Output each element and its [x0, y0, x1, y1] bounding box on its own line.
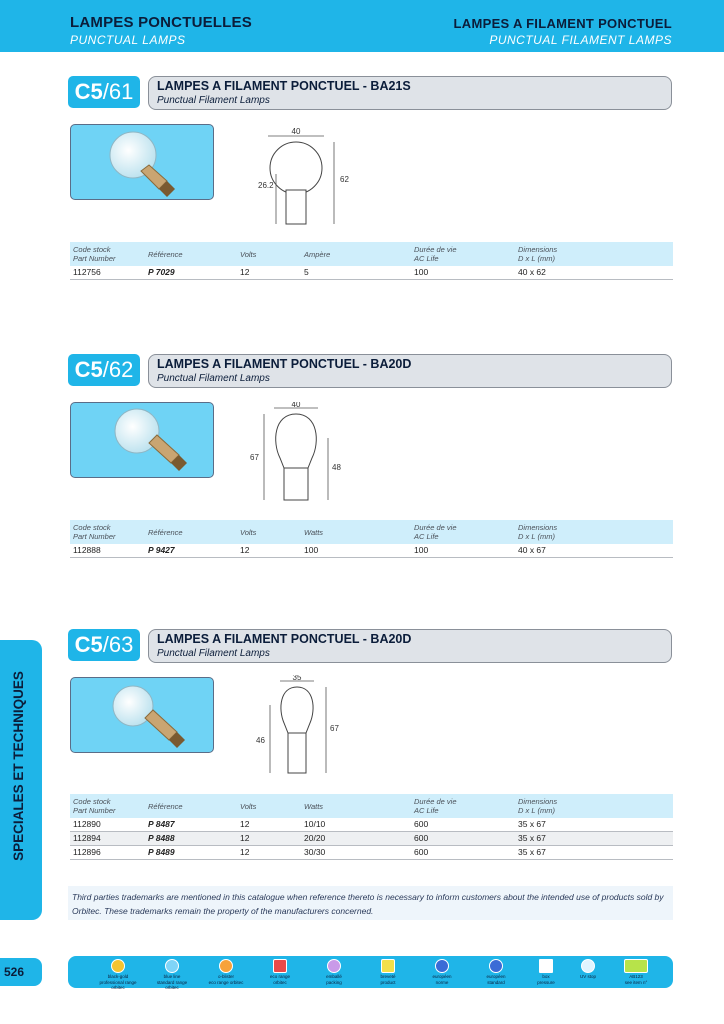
cell-code: 112896 — [73, 847, 101, 857]
cell-code: 112890 — [73, 819, 101, 829]
black-gold-icon — [98, 959, 138, 990]
european-icon — [422, 959, 462, 986]
code-sub: /62 — [102, 357, 134, 382]
section-title: LAMPES A FILAMENT PONCTUEL - BA21S — [157, 79, 411, 93]
sidebar-title: SPECIALES ET TECHNIQUES — [11, 671, 26, 861]
col-reference: Référence — [148, 528, 183, 537]
blue-line-icon — [152, 959, 192, 990]
cell-value: 5 — [304, 267, 309, 277]
header-right-title: LAMPES A FILAMENT PONCTUEL — [453, 16, 672, 31]
cell-value: 30/30 — [304, 847, 326, 857]
spec-table — [70, 794, 673, 860]
cell-value: 20/20 — [304, 833, 326, 843]
section-code-badge — [68, 76, 140, 108]
legend-sublabel: see item n° — [624, 980, 648, 985]
section-title-box — [148, 629, 672, 663]
cell-ref: P 9427 — [148, 545, 175, 555]
sidebar-subtitle: SPECIAL LAMPS — [42, 718, 56, 814]
table-header — [70, 242, 673, 266]
orbitec-icon — [206, 959, 246, 986]
dim-width-label: 40 — [291, 402, 301, 409]
legend-label: black-gold — [107, 974, 129, 979]
lamp-diagram — [248, 402, 358, 506]
table-header — [70, 520, 673, 544]
cell-ref: P 7029 — [148, 267, 175, 277]
lamp-photo — [70, 124, 214, 200]
legend-sublabel: standard range orbitec — [156, 980, 188, 990]
cell-volts: 12 — [240, 847, 250, 857]
legend-label: européen — [486, 974, 506, 979]
col-dimensions: Dimensions — [518, 245, 558, 254]
section-title-box — [148, 354, 672, 388]
dim-width-label: 40 — [291, 128, 301, 136]
section-title-row — [68, 76, 673, 110]
cell-dim: 35 x 67 — [518, 833, 546, 843]
col-ac-life: AC Life — [414, 254, 439, 263]
legend-sublabel: orbitec — [273, 980, 287, 985]
cell-ref: P 8489 — [148, 847, 175, 857]
header-right-subtitle: PUNCTUAL FILAMENT LAMPS — [489, 33, 672, 47]
cell-dim: 40 x 62 — [518, 267, 546, 277]
col-dimensions-unit: D x L (mm) — [518, 532, 555, 541]
dim-base-label: 48 — [332, 463, 341, 472]
table-row — [70, 266, 673, 280]
spec-table — [70, 520, 673, 558]
lamp-photo — [70, 402, 214, 478]
disclaimer-text: Third parties trademarks are mentioned in this catalogue when reference thereto is necessary to inform customers about the intended use of products sold by Orbitec. These trademarks remain the property of the manufacturers concerned. — [72, 892, 664, 916]
legend-sublabel: packing — [326, 980, 342, 985]
legend-label: UV stop — [579, 974, 596, 979]
col-value: Watts — [304, 802, 324, 811]
blister-icon — [314, 959, 354, 986]
section-subtitle: Punctual Filament Lamps — [157, 373, 270, 384]
col-dimensions-unit: D x L (mm) — [518, 806, 555, 815]
table-row — [70, 544, 673, 558]
section-title: LAMPES A FILAMENT PONCTUEL - BA20D — [157, 357, 412, 371]
legend-sublabel: product — [380, 980, 396, 985]
cell-life: 600 — [414, 819, 429, 829]
cell-code: 112894 — [73, 833, 101, 843]
legend-label: breveté — [380, 974, 396, 979]
legend-label: européen — [432, 974, 452, 979]
section-c5-63 — [68, 629, 673, 869]
footer-legend — [68, 956, 673, 988]
legend-sublabel: eco range orbitec — [208, 980, 244, 985]
page-header — [0, 0, 724, 52]
section-title-row — [68, 629, 673, 663]
section-code-badge — [68, 629, 140, 661]
lamp-diagram — [248, 128, 358, 232]
code-main: C5 — [74, 357, 103, 382]
legend-label: blue line — [163, 974, 181, 979]
col-value: Ampère — [304, 250, 331, 259]
cell-ref: P 8487 — [148, 819, 175, 829]
code-sub: /63 — [102, 632, 134, 657]
col-volts: Volts — [240, 802, 257, 811]
standard-icon — [476, 959, 516, 986]
dim-width-label: 35 — [292, 675, 302, 682]
cell-volts: 12 — [240, 545, 250, 555]
cell-volts: 12 — [240, 833, 250, 843]
col-volts: Volts — [240, 250, 257, 259]
col-part-number: Part Number — [73, 806, 116, 815]
col-life: Durée de vie — [414, 523, 457, 532]
table-row — [70, 832, 673, 846]
col-dimensions-unit: D x L (mm) — [518, 254, 555, 263]
col-code-stock: Code stock — [73, 245, 111, 254]
col-life: Durée de vie — [414, 245, 457, 254]
cell-ref: P 8488 — [148, 833, 175, 843]
dim-base-label: 26.2 — [258, 181, 274, 190]
spec-table — [70, 242, 673, 280]
cell-volts: 12 — [240, 819, 250, 829]
col-part-number: Part Number — [73, 254, 116, 263]
cell-code: 112756 — [73, 267, 101, 277]
dim-height-label: 62 — [340, 175, 349, 184]
col-value: Watts — [304, 528, 324, 537]
legend-sublabel: professional range orbitec — [99, 980, 137, 990]
table-row — [70, 846, 673, 860]
cell-dim: 40 x 67 — [518, 545, 546, 555]
section-code-badge — [68, 354, 140, 386]
cell-code: 112888 — [73, 545, 101, 555]
section-title: LAMPES A FILAMENT PONCTUEL - BA20D — [157, 632, 412, 646]
col-volts: Volts — [240, 528, 257, 537]
table-header — [70, 794, 673, 818]
col-part-number: Part Number — [73, 532, 116, 541]
header-left-title: LAMPES PONCTUELLES — [70, 14, 252, 31]
section-title-row — [68, 354, 673, 388]
legend-label: emballé — [326, 974, 342, 979]
cell-life: 100 — [414, 267, 429, 277]
col-ac-life: AC Life — [414, 532, 439, 541]
cell-life: 600 — [414, 847, 429, 857]
legend-sublabel: norme — [435, 980, 449, 985]
uv-stop-icon — [568, 959, 608, 986]
col-reference: Référence — [148, 250, 183, 259]
col-code-stock: Code stock — [73, 523, 111, 532]
page-number: 526 — [0, 958, 42, 986]
lamp-bulb-icon — [71, 403, 213, 477]
col-reference: Référence — [148, 802, 183, 811]
section-c5-62 — [68, 354, 673, 560]
code-sub: /61 — [102, 79, 134, 104]
legend-label: o-blister — [217, 974, 234, 979]
eco-range-icon — [260, 959, 300, 986]
code-main: C5 — [74, 632, 103, 657]
header-left-subtitle: PUNCTUAL LAMPS — [70, 33, 186, 47]
legend-label: AB123 — [629, 974, 643, 979]
trademark-disclaimer — [68, 886, 673, 920]
col-ac-life: AC Life — [414, 806, 439, 815]
cell-dim: 35 x 67 — [518, 847, 546, 857]
col-dimensions: Dimensions — [518, 523, 558, 532]
lamp-photo — [70, 677, 214, 753]
lamp-bulb-icon — [71, 678, 213, 752]
section-c5-61 — [68, 76, 673, 282]
dim-height-label: 67 — [250, 453, 259, 462]
section-title-box — [148, 76, 672, 110]
cell-volts: 12 — [240, 267, 250, 277]
legend-label: eco range — [269, 974, 290, 979]
table-row — [70, 818, 673, 832]
col-life: Durée de vie — [414, 797, 457, 806]
section-subtitle: Punctual Filament Lamps — [157, 648, 270, 659]
code-main: C5 — [74, 79, 103, 104]
legend-sublabel: standard — [487, 980, 505, 985]
brevet-icon — [368, 959, 408, 986]
col-dimensions: Dimensions — [518, 797, 558, 806]
cell-value: 100 — [304, 545, 319, 555]
dim-height-label: 67 — [330, 724, 339, 733]
lamp-diagram — [248, 675, 358, 779]
legend-sublabel: pressure — [537, 980, 555, 985]
cell-life: 100 — [414, 545, 429, 555]
legend-label: box — [542, 974, 550, 979]
col-code-stock: Code stock — [73, 797, 111, 806]
cell-value: 10/10 — [304, 819, 326, 829]
cell-life: 600 — [414, 833, 429, 843]
section-subtitle: Punctual Filament Lamps — [157, 95, 270, 106]
box-icon — [526, 959, 566, 986]
dim-base-label: 46 — [256, 736, 265, 745]
lamp-bulb-icon — [71, 125, 213, 199]
cell-dim: 35 x 67 — [518, 819, 546, 829]
ab123-icon — [616, 959, 656, 986]
